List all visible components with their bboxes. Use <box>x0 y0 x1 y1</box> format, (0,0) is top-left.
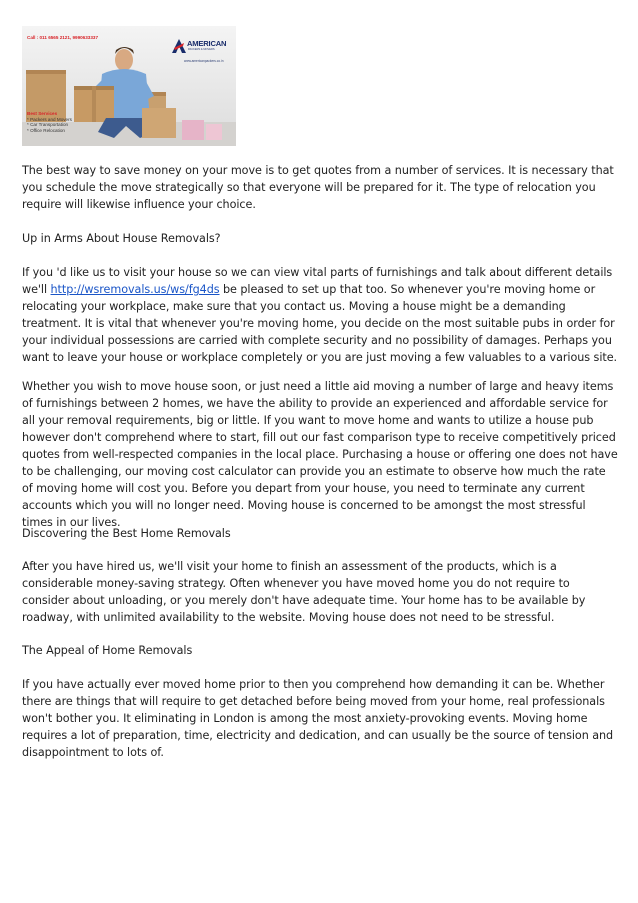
logo-wordmark: AMERICAN <box>187 39 227 48</box>
banner-image <box>22 26 236 146</box>
services-list <box>27 111 72 133</box>
removals-link[interactable]: http://wsremovals.us/ws/fg4ds <box>50 283 220 296</box>
visit-paragraph <box>22 264 618 366</box>
website-text: www.americanpackers.co.in <box>184 59 224 63</box>
section-heading-discovering: Discovering the Best Home Removals <box>22 527 231 540</box>
logo-subtitle: PACKERS & MOVERS <box>188 48 215 51</box>
service-item: * Office Relocation <box>27 127 65 133</box>
closing-paragraph: If you have actually ever moved home prior to then you comprehend how demanding it can be. Whether there are things that will require to get detached before being moved from your home, real professionals won't bother you. It eliminating in London is among the most anxiety-provoking events. Moving home requires a lot of preparation, time, electricity and dedication, and can usually be the source of tension and disappointment to lots of. <box>22 678 614 759</box>
logo-arrow-icon <box>172 39 186 53</box>
paragraph-text: be pleased to set up that too. So whenever you're moving home or relocating your workplace, make sure that you contact us. Moving a house might be a demanding treatment. It is vital that whenever you're moving home, you decide on the most suitable pubs in order for your individual possessions are carried with complete security and no possibility of damages. Perhaps you want to leave your house or workplace completely or you are just moving a few valuables to a various site. <box>22 283 618 364</box>
assessment-paragraph: After you have hired us, we'll visit your home to finish an assessment of the products, which is a considerable money-saving strategy. Often whenever you have moved home you do not require to consider about unloading, or you merely don't have adequate time. Your home has to be available by roadway, with unlimited availability to the website. Moving house does not need to be stressful. <box>22 560 586 624</box>
company-logo <box>172 37 234 55</box>
move-house-paragraph: Whether you wish to move house soon, or just need a little aid moving a number of large and heavy items of furnishings between 2 homes, we have the ability to provide an experienced and affordable service for all your removal requirements, big or little. If you want to move home and wants to utilize a house pub however don't comprehend where to start, fill out our fast comparison type to receive competitively priced quotes from well-respected companies in the local place. Purchasing a house or offering one does not have to be challenging, our moving cost calculator can provide you an estimate to observe how much the rate of moving home will cost you. Before you depart from your house, you need to terminate any current accounts which you will no longer need. Moving house is concerned to be amongst the most stressful times in our lives. <box>22 380 618 529</box>
service-item: * Car Transportation <box>27 122 69 128</box>
section-heading-arms: Up in Arms About House Removals? <box>22 232 221 245</box>
section-heading-appeal: The Appeal of Home Removals <box>22 644 193 657</box>
intro-paragraph: The best way to save money on your move is to get quotes from a number of services. It is necessary that you schedule the move strategically so that everyone will be prepared for it. The type of relocation you require will likewise influence your choice. <box>22 164 614 211</box>
call-numbers-text: Call : 011 6565 2121, 9990633337 <box>27 35 99 40</box>
service-item: * Packers and Movers <box>27 116 72 122</box>
paragraph-text: If you 'd like us to visit your house so we can view vital parts of furnishings and talk about different details we'll <box>22 266 613 296</box>
services-title: Best Services <box>27 111 58 116</box>
